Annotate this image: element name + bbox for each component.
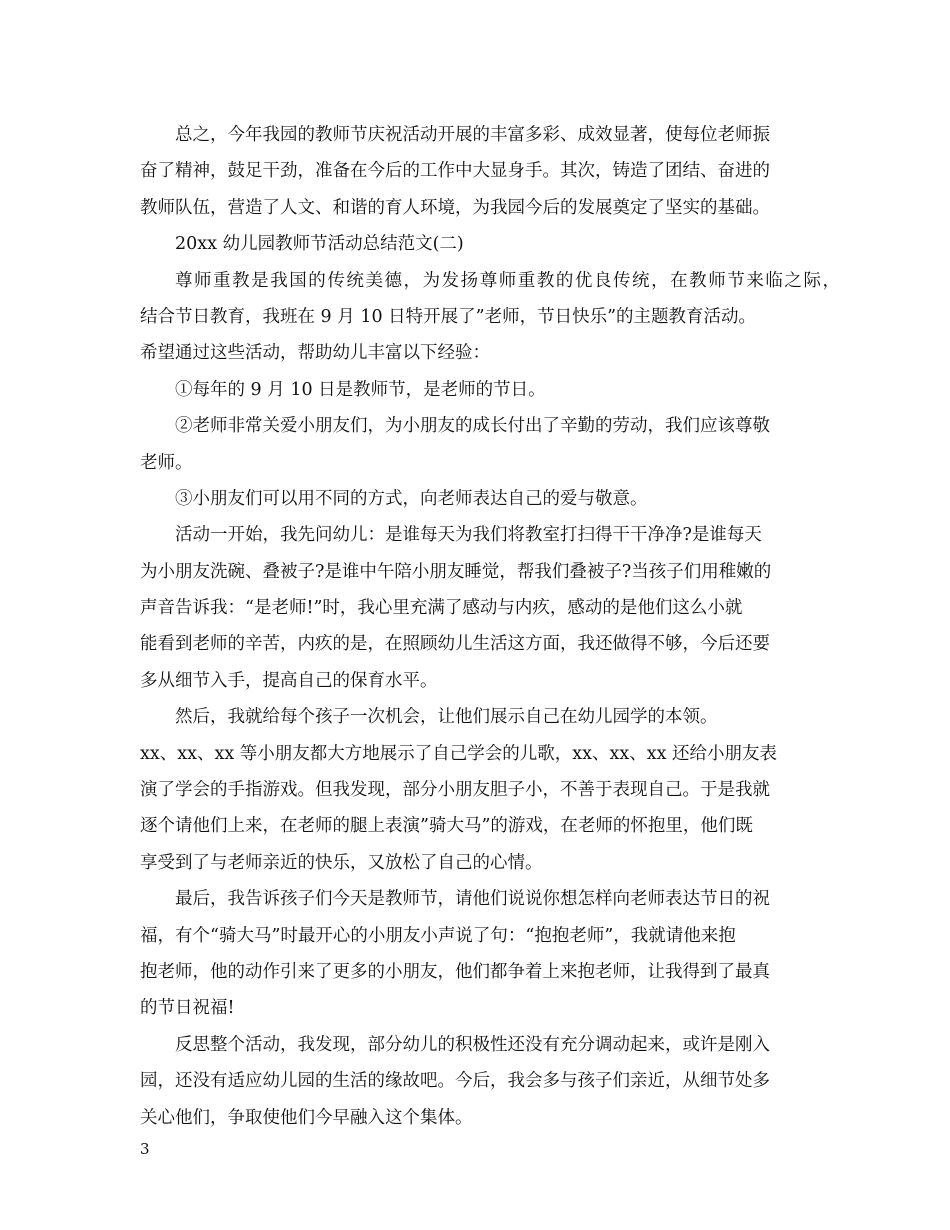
text-line: 福，有个“骑大马”时最开心的小朋友小声说了句：“抱抱老师”，我就请他来抱 (140, 925, 736, 946)
text-line: 为小朋友洗碗、叠被子?是谁中午陪小朋友睡觉，帮我们叠被子?当孩子们用稚嫩的 (140, 561, 772, 582)
text-line: 演了学会的手指游戏。但我发现，部分小朋友胆子小，不善于表现自己。于是我就 (140, 780, 770, 801)
text-line: 活动一开始，我先问幼儿：是谁每天为我们将教室打扫得干干净净?是谁每天 (175, 525, 762, 546)
text-line: 结合节日教育，我班在 9 月 10 日特开展了”老师，节日快乐”的主题教育活动。 (140, 306, 757, 327)
text-line: 反思整个活动，我发现，部分幼儿的积极性还没有充分调动起来，或许是刚入 (175, 1034, 770, 1055)
text-line: 逐个请他们上来，在老师的腿上表演”骑大马”的游戏，在老师的怀抱里，他们既 (140, 816, 753, 837)
text-line: 奋了精神，鼓足干劲，准备在今后的工作中大显身手。其次，铸造了团结、奋进的 (140, 161, 770, 182)
text-line: 教师队伍，营造了人文、和谐的育人环境，为我园今后的发展奠定了坚实的基础。 (140, 197, 770, 218)
text-line: 关心他们，争取使他们今早融入这个集体。 (140, 1107, 473, 1128)
text-line: ③小朋友们可以用不同的方式，向老师表达自己的爱与敬意。 (175, 488, 648, 509)
text-line: 总之，今年我园的教师节庆祝活动开展的丰富多彩、成效显著，使每位老师振 (175, 125, 770, 145)
text-line: 园，还没有适应幼儿园的生活的缘故吧。今后，我会多与孩子们亲近，从细节处多 (140, 1071, 770, 1092)
text-line: ①每年的 9 月 10 日是教师节，是老师的节日。 (175, 379, 546, 400)
text-line: 然后，我就给每个孩子一次机会，让他们展示自己在幼儿园学的本领。 (175, 707, 718, 728)
text-line: 老师。 (140, 452, 193, 473)
text-line: 多从细节入手，提高自己的保育水平。 (140, 670, 438, 691)
text-line: 的节日祝福! (140, 998, 235, 1019)
text-line: 20xx 幼儿园教师节活动总结范文(二) (175, 234, 464, 255)
text-line: 希望通过这些活动，帮助幼儿丰富以下经验： (140, 343, 490, 364)
text-line: 最后，我告诉孩子们今天是教师节，请他们说说你想怎样向老师表达节日的祝 (175, 889, 770, 910)
text-line: 抱老师，他的动作引来了更多的小朋友，他们都争着上来抱老师，让我得到了最真 (140, 961, 770, 982)
text-line: 能看到老师的辛苦，内疚的是，在照顾幼儿生活这方面，我还做得不够，今后还要 (140, 634, 770, 655)
text-line: xx、xx、xx 等小朋友都大方地展示了自己学会的儿歌，xx、xx、xx 还给小朋友表 (140, 743, 778, 764)
text-line: ②老师非常关爱小朋友们，为小朋友的成长付出了辛勤的劳动，我们应该尊敬 (175, 416, 770, 437)
text-line: 声音告诉我：“是老师!”时，我心里充满了感动与内疚，感动的是他们这么小就 (140, 598, 743, 619)
document-body (140, 117, 840, 1136)
page-number: 3 (140, 1140, 150, 1158)
text-line: 尊师重教是我国的传统美德，为发扬尊师重教的优良传统，在教师节来临之际， (175, 270, 842, 291)
text-line: 享受到了与老师亲近的快乐，又放松了自己的心情。 (140, 852, 543, 873)
